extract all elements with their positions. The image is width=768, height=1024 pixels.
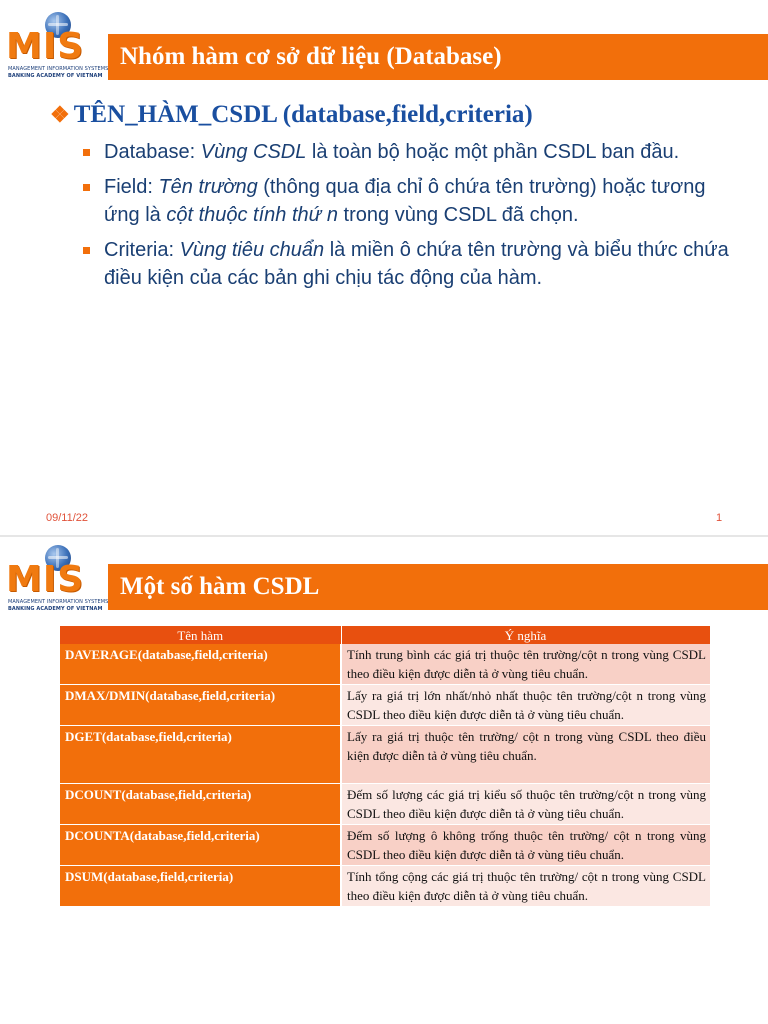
function-name-cell: DAVERAGE(database,field,criteria) xyxy=(60,644,341,685)
mis-logo xyxy=(6,545,109,615)
function-desc-cell: Tính tổng cộng các giá trị thuộc tên trường/ cột n trong vùng CSDL theo điều kiện được diễn tả ở vùng tiêu chuẩn. xyxy=(341,866,710,907)
bullet-text: là toàn bộ hoặc một phần CSDL ban đầu. xyxy=(306,141,680,163)
footer-date: 09/11/22 xyxy=(46,512,89,524)
bullet-text: Field: xyxy=(104,175,159,198)
slide-title-bar xyxy=(108,564,768,610)
logo-mark: MIS xyxy=(6,26,85,67)
logo-line-1: MANAGEMENT INFORMATION SYSTEMS xyxy=(8,599,109,605)
bullet-text: là miền ô chứa tên trường và biểu thức chứa điều kiện của các bản ghi chịu tác động của hàm. xyxy=(104,238,729,289)
argument-list xyxy=(82,138,732,299)
list-item xyxy=(82,173,732,230)
table-row xyxy=(60,685,710,726)
function-syntax-heading xyxy=(50,98,750,132)
table-row xyxy=(60,866,710,907)
logo-line-1: MANAGEMENT INFORMATION SYSTEMS xyxy=(8,66,109,72)
bullet-text: (thông qua địa chỉ ô chứa tên trường) hoặc tương ứng là xyxy=(104,175,706,226)
header-meaning: Ý nghĩa xyxy=(341,626,710,644)
bullet-text: trong vùng CSDL đã chọn. xyxy=(338,204,579,226)
function-name-cell: DSUM(database,field,criteria) xyxy=(60,866,341,907)
slide-2 xyxy=(0,537,768,1024)
logo-line-2: BANKING ACADEMY OF VIETNAM xyxy=(8,73,103,79)
function-desc-cell: Tính trung bình các giá trị thuộc tên trường/cột n trong vùng CSDL theo điều kiện được diễn tả ở vùng tiêu chuẩn. xyxy=(341,644,710,685)
bullet-text: Criteria: xyxy=(104,238,180,261)
slide-title: Nhóm hàm cơ sở dữ liệu (Database) xyxy=(120,43,502,70)
function-name-cell: DCOUNTA(database,field,criteria) xyxy=(60,825,341,866)
function-desc-cell: Đếm số lượng ô không trống thuộc tên trường/ cột n trong vùng CSDL theo điều kiện được diễn tả ở vùng tiêu chuẩn. xyxy=(341,825,710,866)
slide-title-bar xyxy=(108,34,768,80)
table-row xyxy=(60,825,710,866)
logo-line-2: BANKING ACADEMY OF VIETNAM xyxy=(8,606,103,612)
logo-mark: MIS xyxy=(6,559,85,600)
diamond-bullet-icon: ❖ xyxy=(50,102,70,127)
function-desc-cell: Lấy ra giá trị lớn nhất/nhỏ nhất thuộc tên trường/cột n trong vùng CSDL theo điều kiện được diễn tả ở vùng tiêu chuẩn. xyxy=(341,685,710,726)
table-row xyxy=(60,644,710,685)
bullet-emphasis: Vùng CSDL xyxy=(200,141,307,163)
bullet-emphasis: Vùng tiêu chuẩn xyxy=(179,238,325,261)
bullet-emphasis: Tên trường xyxy=(158,175,258,198)
database-functions-table xyxy=(60,626,711,907)
table-row xyxy=(60,784,710,825)
list-item xyxy=(82,236,732,293)
header-function-name: Tên hàm xyxy=(60,626,341,644)
function-name-cell: DMAX/DMIN(database,field,criteria) xyxy=(60,685,341,726)
bullet-emphasis: cột thuộc tính thứ n xyxy=(166,204,338,226)
list-item xyxy=(82,138,732,167)
function-desc-cell: Lấy ra giá trị thuộc tên trường/ cột n trong vùng CSDL theo điều kiện được diễn tả ở vùng tiêu chuẩn. xyxy=(341,726,710,784)
slide-title: Một số hàm CSDL xyxy=(120,573,320,600)
function-name-cell: DGET(database,field,criteria) xyxy=(60,726,341,784)
function-desc-cell: Đếm số lượng các giá trị kiểu số thuộc tên trường/cột n trong vùng CSDL theo điều kiện được diễn tả ở vùng tiêu chuẩn. xyxy=(341,784,710,825)
mis-logo xyxy=(6,12,109,82)
table-row xyxy=(60,726,710,784)
bullet-text: Database: xyxy=(104,141,201,163)
page-number: 1 xyxy=(716,512,723,524)
table-header-row xyxy=(60,626,710,644)
function-syntax-text: TÊN_HÀM_CSDL (database,field,criteria) xyxy=(73,101,533,128)
function-name-cell: DCOUNT(database,field,criteria) xyxy=(60,784,341,825)
